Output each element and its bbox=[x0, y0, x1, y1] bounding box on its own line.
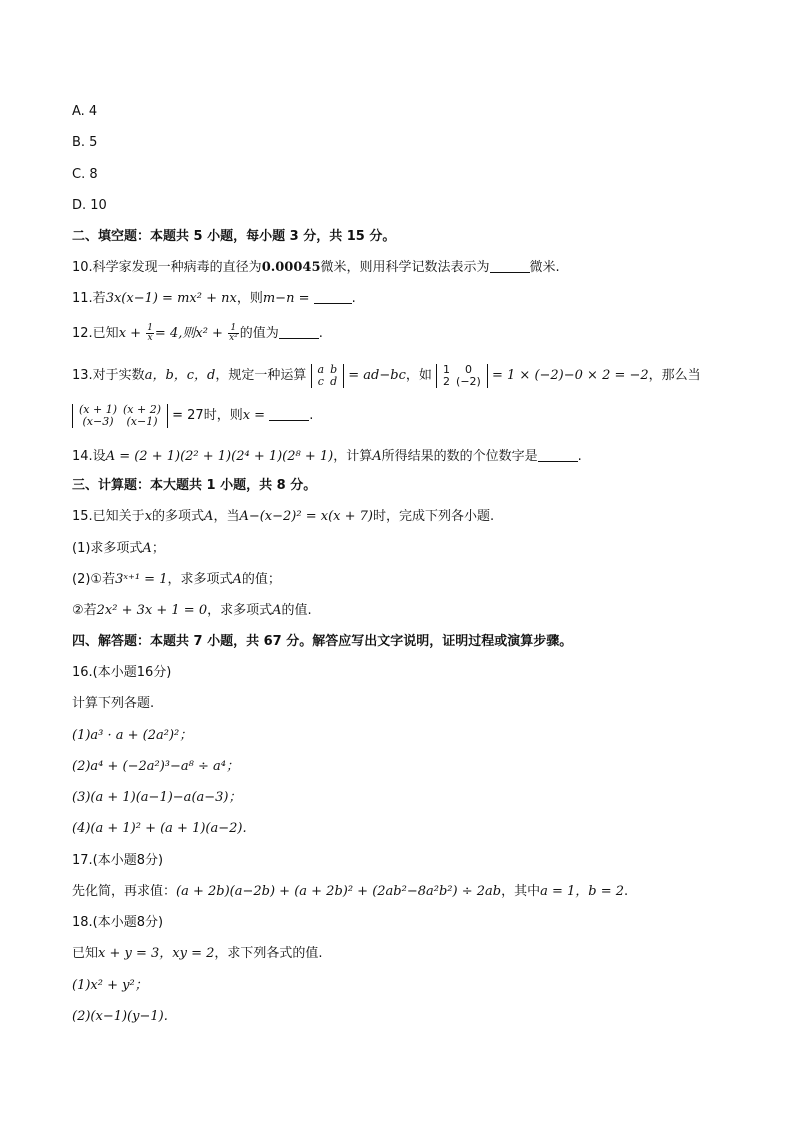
q17-mid: ，其中 bbox=[501, 884, 541, 899]
q15-var-a: A bbox=[204, 509, 214, 524]
question-11 bbox=[72, 289, 356, 308]
q13-pre: 13.对于实数 bbox=[72, 368, 145, 383]
q15-stem-mid2: ，当 bbox=[213, 509, 240, 524]
question-16-header: 16.(本小题16分) bbox=[72, 665, 172, 680]
q11-expression: m−n = bbox=[262, 291, 310, 306]
q13-example-label: ，如 bbox=[405, 368, 432, 383]
question-17-header: 17.(本小题8分) bbox=[72, 853, 164, 868]
q18-condition: x + y = 3，xy = 2 bbox=[98, 946, 215, 961]
q15-p1-var: A bbox=[142, 541, 152, 556]
q13-post: ，那么当 bbox=[648, 368, 701, 383]
q15-stem-post: 时，完成下列各小题. bbox=[372, 509, 495, 524]
q14-answer-blank[interactable] bbox=[538, 447, 578, 462]
question-14 bbox=[72, 447, 582, 466]
q12-post: 的值为 bbox=[239, 326, 279, 341]
option-d[interactable]: D. 10 bbox=[72, 198, 107, 213]
question-18-item-1: (1)x² + y²； bbox=[72, 978, 148, 993]
q15-p2b-var: A bbox=[272, 603, 282, 618]
question-13-line-1 bbox=[72, 362, 701, 390]
q11-answer-blank[interactable] bbox=[314, 289, 352, 304]
q10-number: 0.00045 bbox=[261, 260, 321, 275]
q15-p1-tail: ； bbox=[151, 541, 165, 556]
question-15-part-2a bbox=[72, 571, 281, 589]
section-calculation-heading: 三、计算题：本大题共 1 小题，共 8 分。 bbox=[72, 478, 317, 493]
q15-p2a-post: ，求多项式 bbox=[167, 572, 233, 587]
question-16-item-4: (4)(a + 1)² + (a + 1)(a−2). bbox=[72, 821, 247, 836]
q15-p2a-equation: 3ˣ⁺¹ = 1 bbox=[115, 572, 168, 587]
q11-pre: 11.若 bbox=[72, 291, 106, 306]
q15-stem-mid: 的多项式 bbox=[152, 509, 205, 524]
q15-p2a-pre: (2)①若 bbox=[72, 572, 116, 587]
question-10 bbox=[72, 258, 560, 277]
q12-tail: . bbox=[318, 326, 323, 341]
question-18-stem bbox=[72, 945, 323, 963]
q10-answer-blank[interactable] bbox=[490, 258, 530, 273]
q10-pre: 10.科学家发现一种病毒的直径为 bbox=[72, 260, 262, 275]
q14-pre: 14.设 bbox=[72, 449, 106, 464]
q17-condition: a = 1，b = 2 bbox=[540, 884, 625, 899]
question-16-item-1: (1)a³ · a + (2a²)²； bbox=[72, 728, 193, 743]
q14-a: A bbox=[372, 449, 382, 464]
question-12 bbox=[72, 322, 323, 346]
q15-p1-text: (1)求多项式 bbox=[72, 541, 143, 556]
q15-var-x: x bbox=[144, 509, 153, 524]
question-15-stem bbox=[72, 508, 494, 526]
question-15-part-1 bbox=[72, 540, 165, 558]
question-16-item-2: (2)a⁴ + (−2a²)³−a⁸ ÷ a⁴； bbox=[72, 759, 239, 774]
q12-pre: 12.已知 bbox=[72, 326, 119, 341]
q15-p2b-equation: 2x² + 3x + 1 = 0 bbox=[96, 603, 208, 618]
question-16-stem: 计算下列各题. bbox=[72, 696, 155, 711]
option-b[interactable]: B. 5 bbox=[72, 135, 98, 150]
q13-tail: . bbox=[309, 408, 314, 423]
q12-fraction-1: $\frac{1}{x}$ bbox=[147, 323, 153, 343]
q13-example-value: = 1 × (−2)−0 × 2 = −2 bbox=[491, 368, 649, 383]
q14-post2: 所得结果的数的个位数字是 bbox=[381, 449, 538, 464]
q13-definition-value: = ad−bc bbox=[348, 368, 406, 383]
q11-tail: . bbox=[351, 291, 356, 306]
q13-condition: = 27时，则 bbox=[172, 408, 243, 423]
question-16-item-3: (3)(a + 1)(a−1)−a(a−3)； bbox=[72, 790, 242, 805]
question-13-line-2 bbox=[72, 402, 313, 430]
q15-p2a-var: A bbox=[232, 572, 242, 587]
q12-math-2: = 4,则 bbox=[154, 326, 196, 341]
q15-stem-pre: 15.已知关于 bbox=[72, 509, 145, 524]
question-18-item-2: (2)(x−1)(y−1). bbox=[72, 1009, 168, 1024]
q17-pre: 先化简，再求值： bbox=[72, 884, 177, 899]
q13-mid: ，规定一种运算 bbox=[215, 368, 307, 383]
q13-answer-blank[interactable] bbox=[269, 406, 309, 421]
q18-post: ，求下列各式的值. bbox=[214, 946, 323, 961]
q10-post: 微米，则用科学记数法表示为 bbox=[320, 260, 490, 275]
question-18-header: 18.(本小题8分) bbox=[72, 915, 164, 930]
q15-p2b-post: ，求多项式 bbox=[207, 603, 273, 618]
q17-expression: (a + 2b)(a−2b) + (a + 2b)² + (2ab²−8a²b²) ÷ 2ab bbox=[176, 884, 502, 899]
section-answer-heading: 四、解答题：本题共 7 小题，共 67 分。解答应写出文字说明，证明过程或演算步骤。 bbox=[72, 634, 573, 649]
question-15-part-2b bbox=[72, 602, 312, 620]
q13-determinant-condition: (x + 1) (x + 2) (x−3) (x−1) bbox=[72, 404, 168, 428]
q14-expression: A = (2 + 1)(2² + 1)(2⁴ + 1)(2⁸ + 1) bbox=[105, 449, 334, 464]
option-c[interactable]: C. 8 bbox=[72, 167, 98, 182]
q12-math-3: x² + bbox=[195, 326, 223, 341]
q13-determinant-example: 1 0 2 (−2) bbox=[436, 364, 488, 388]
document-page bbox=[72, 0, 732, 1123]
q15-p2a-tail: 的值； bbox=[241, 572, 281, 587]
q13-determinant-definition: a b c d bbox=[311, 364, 345, 388]
q13-x-equals: x = bbox=[242, 408, 266, 423]
q15-p2b-tail: 的值. bbox=[281, 603, 312, 618]
q14-tail: . bbox=[577, 449, 582, 464]
q15-p2b-pre: ②若 bbox=[72, 603, 97, 618]
option-a[interactable]: A. 4 bbox=[72, 104, 98, 119]
question-17-body bbox=[72, 883, 628, 901]
section-fill-in-heading: 二、填空题：本题共 5 小题，每小题 3 分，共 15 分。 bbox=[72, 229, 396, 244]
q12-answer-blank[interactable] bbox=[279, 324, 319, 339]
q17-tail: . bbox=[624, 884, 629, 899]
q10-tail: 微米. bbox=[529, 260, 560, 275]
q18-pre: 已知 bbox=[72, 946, 99, 961]
q12-fraction-2: $\frac{1}{\text{x²}}$ bbox=[229, 323, 238, 343]
q15-equation: A−(x−2)² = x(x + 7) bbox=[239, 509, 373, 524]
q11-mid: ，则 bbox=[236, 291, 263, 306]
q12-math-1: x + bbox=[118, 326, 142, 341]
q13-vars: a，b，c，d bbox=[144, 368, 216, 383]
q11-equation: 3x(x−1) = mx² + nx bbox=[105, 291, 237, 306]
q14-post: ，计算 bbox=[333, 449, 373, 464]
